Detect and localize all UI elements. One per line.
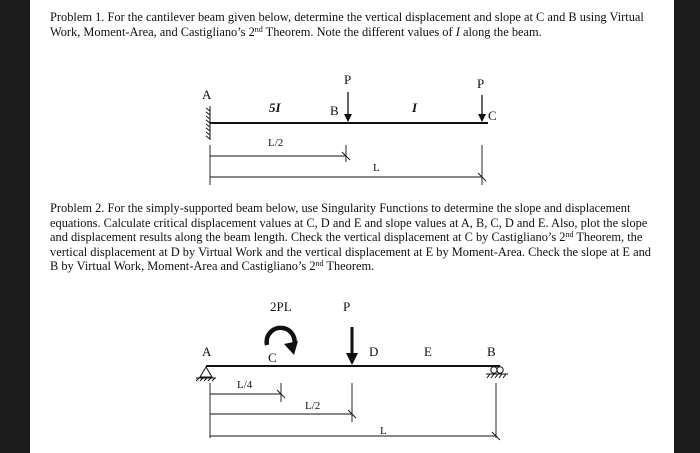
problem-2-figure <box>30 0 674 453</box>
superscript: nd <box>315 259 324 269</box>
superscript: nd <box>565 230 574 240</box>
point-label-c: C <box>268 350 277 365</box>
load-label-p-b: P <box>344 72 352 87</box>
problem-1-text: Theorem. Note the different values of <box>262 24 456 39</box>
point-label-c: C <box>488 108 497 123</box>
point-label-b: B <box>330 103 339 118</box>
problem-2-text: Theorem, the vertical displacement at D by Virtual Work and the vertical displacement at E by Moment-Area. Check the slope at E and B by Virtual Work, Moment-Area and Castigliano’s 2 <box>50 230 651 274</box>
load-label-p: P <box>343 299 351 314</box>
problem-1-text: Problem 1. For the cantilever beam given below, determine the vertical displacement and slope at C and B using Virtual Work, Moment-Area, and Castigliano’s 2 <box>50 10 644 39</box>
support-label-a: A <box>202 87 212 102</box>
dimension-label-full: L <box>380 425 387 437</box>
dimension-label-half: L/2 <box>268 137 284 149</box>
roller-support-b <box>486 367 508 378</box>
section-label-5i: 5I <box>269 100 281 115</box>
point-label-a: A <box>202 344 212 359</box>
load-label-p-c: P <box>477 76 485 91</box>
dimension-label-full: L <box>373 162 380 174</box>
point-label-b: B <box>487 344 496 359</box>
dimension-label-half: L/2 <box>305 400 321 412</box>
problem-2-text: Theorem. <box>323 259 375 274</box>
point-label-e: E <box>424 344 432 359</box>
point-label-d: D <box>369 344 379 359</box>
document-page <box>30 0 674 453</box>
problem-1-text: along the beam. <box>459 24 542 39</box>
problem-2-text: Problem 2. For the simply-supported beam below, use Singularity Functions to determine the slope and displacement equations. Calculate critical displacement values at C, D and E and slope values at A, B, C, D and E. Also, plot the slope and displacement results along the beam length. Check the vertical displacement at C by Castigliano’s 2 <box>50 201 648 245</box>
superscript: nd <box>254 24 263 34</box>
section-label-i: I <box>412 100 418 115</box>
moment-label: 2PL <box>270 299 292 314</box>
pin-support-a <box>196 367 216 381</box>
dimension-label-quarter: L/4 <box>237 379 253 391</box>
moment-of-inertia-symbol: I <box>455 24 460 39</box>
